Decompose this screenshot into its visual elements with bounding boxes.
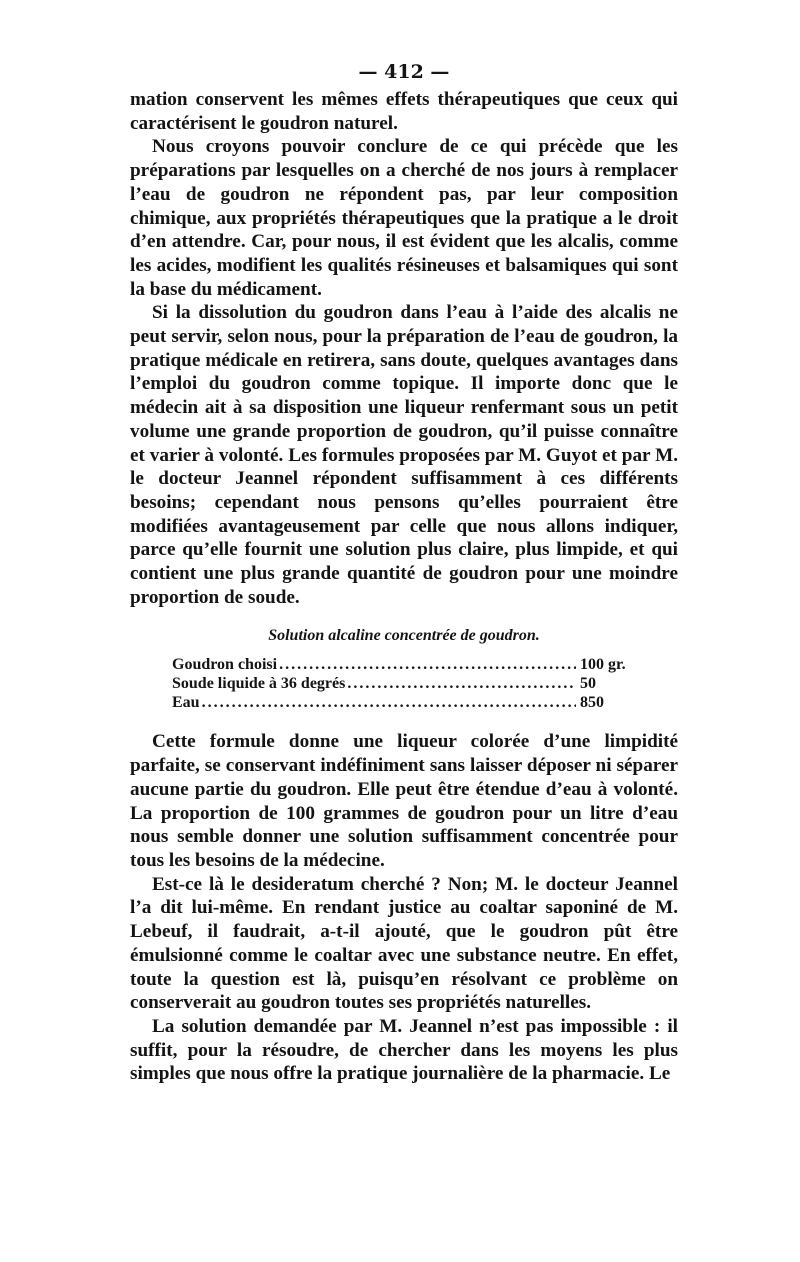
recipe-ingredient: Eau <box>172 694 200 712</box>
paragraph: Nous croyons pouvoir conclure de ce qui précède que les préparations par lesquelles on a cherché de nos jours à remplacer l’eau de goudron ne répondent pas, par leur composition chimique, aux propriétés thérapeutiques que la pratique a le droit d’en attendre. Car, pour nous, il est évident que les alcalis, comme les acides, modifient les qualités résineuses et balsamiques qui sont la base du médicament. <box>130 136 678 300</box>
recipe-row <box>172 655 642 674</box>
leader-dots <box>279 655 576 674</box>
recipe-quantity: 50 <box>580 675 596 693</box>
recipe-ingredient: Soude liquide à 36 degrés <box>172 675 346 693</box>
leader-dots <box>202 693 576 712</box>
recipe-row <box>172 693 642 712</box>
paragraph: La solution demandée par M. Jeannel n’est pas impossible : il suffit, pour la résoudre, de chercher dans les moyens les plus simples que nous offre la pratique journalière de la pharmacie. Le <box>130 1015 678 1085</box>
paragraph: Si la dissolution du goudron dans l’eau à l’aide des alcalis ne peut servir, selon nous, pour la préparation de l’eau de goudron, la pratique médicale en retirera, sans doute, quelques avantages dans l’emploi du goudron comme topique. Il importe donc que le médecin ait à sa disposition une liqueur renfermant sous un petit volume une grande proportion de goudron, qu’il puisse connaître et varier à volonté. Les formules proposées par M. Guyot et par M. le docteur Jeannel répondent suffisamment à ces différents besoins; cependant nous pensons qu’elles pourraient être modifiées avantageusement par celle que nous allons indiquer, parce qu’elle fournit une solution plus claire, plus limpide, et qui contient une plus grande quantité de goudron pour une moindre proportion de soude. <box>130 302 678 608</box>
leader-dots <box>347 674 576 693</box>
recipe-row <box>172 674 642 693</box>
page-number: — 412 — <box>358 61 450 83</box>
paragraph: Cette formule donne une liqueur colorée d’une limpidité parfaite, se conservant indéfiniment sans laisser déposer ni séparer aucune partie du goudron. Elle peut être étendue d’eau à volonté. La proportion de 100 grammes de goudron pour un litre d’eau nous semble donner une solution suffisamment concentrée pour tous les besoins de la médecine. <box>130 731 678 871</box>
book-page <box>130 58 678 1086</box>
paragraph: Est-ce là le desideratum cherché ? Non; M. le docteur Jeannel l’a dit lui-même. En rendant justice au coaltar saponiné de M. Lebeuf, il faudrait, a-t-il ajouté, que le goudron pût être émulsionné comme le coaltar avec une substance neutre. En effet, toute la question est là, puisqu’en résolvant ce problème on conserverait au goudron toutes ses propriétés naturelles. <box>130 873 678 1014</box>
recipe-quantity: 100 gr. <box>580 656 626 674</box>
recipe-table <box>172 655 642 712</box>
recipe-quantity: 850 <box>580 694 604 712</box>
recipe-ingredient: Goudron choisi <box>172 656 278 674</box>
recipe-title: Solution alcaline concentrée de goudron. <box>268 627 540 645</box>
paragraph-continuation: mation conservent les mêmes effets thérapeutiques que ceux qui caractérisent le goudron naturel. <box>130 89 678 134</box>
